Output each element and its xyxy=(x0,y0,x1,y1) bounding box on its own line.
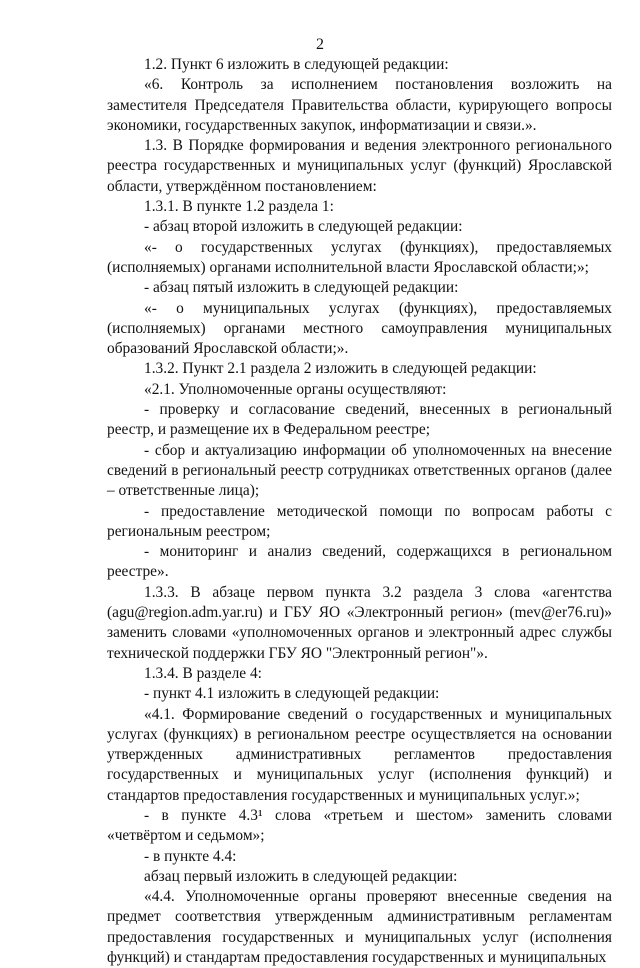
paragraph-punkt-4-4: - в пункте 4.4: xyxy=(144,847,237,865)
paragraph-sbor: - сбор и актуализацию информации об уполномоченных на внесение сведений в региональный реестр сотрудниках ответственных органов (далее – ответственные лица); xyxy=(107,441,612,500)
paragraph-1-3: 1.3. В Порядке формирования и ведения электронного регионального реестра государственных и муниципальных услуг (функций) Ярославской области, утверждённом постановлением: xyxy=(107,137,612,195)
paragraph-quote-4-1: «4.1. Формирование сведений о государственных и муниципальных услугах (функциях) в региональном реестре осуществляется на основании утвержденных административных регламентов предоставления государственных и муниципальных услуг (исполнения функций) и стандартов предоставления государственных и муниципальных услуг.»; xyxy=(107,705,612,804)
page-number: 2 xyxy=(316,36,324,53)
paragraph-quote-4-4: «4.4. Уполномоченные органы проверяют внесенные сведения на предмет соответствия утвержденным административным регламентам предоставления государственных и муниципальных услуг (исполнения функций) и стандартам предоставления государственных и муниципальных xyxy=(107,888,612,967)
paragraph-abzac-vtoroy: - абзац второй изложить в следующей редакции: xyxy=(144,218,463,236)
paragraph-1-3-1: 1.3.1. В пункте 1.2 раздела 1: xyxy=(144,198,334,216)
paragraph-abzac-pervyy: абзац первый изложить в следующей редакции: xyxy=(144,867,458,885)
paragraph-1-2: 1.2. Пункт 6 изложить в следующей редакции: xyxy=(144,56,449,73)
paragraph-1-3-4: 1.3.4. В разделе 4: xyxy=(144,664,262,682)
paragraph-abzac-pyatyy: - абзац пятый изложить в следующей редакции: xyxy=(144,279,459,297)
paragraph-punkt-4-3: - в пункте 4.3¹ слова «третьем и шестом» заменить словами «четвёртом и седьмом»; xyxy=(107,806,612,845)
paragraph-punkt-4-1: - пункт 4.1 изложить в следующей редакции: xyxy=(144,685,440,703)
paragraph-1-3-2: 1.3.2. Пункт 2.1 раздела 2 изложить в следующей редакции: xyxy=(144,360,537,378)
document-body xyxy=(107,55,612,968)
paragraph-proverka: - проверку и согласование сведений, внесенных в региональный реестр, и размещение их в Федеральном реестре; xyxy=(107,401,612,439)
paragraph-quote-6: «6. Контроль за исполнением постановления возложить на заместителя Председателя Правительства области, курирующего вопросы экономики, государственных закупок, информатизации и связи.». xyxy=(107,76,612,134)
paragraph-quote-mun-uslugi: «- о муниципальных услугах (функциях), предоставляемых (исполняемых) органами местного самоуправления муниципальных образований Ярославской области;». xyxy=(107,299,612,358)
paragraph-quote-gos-uslugi: «- о государственных услугах (функциях), предоставляемых (исполняемых) органами исполнительной власти Ярославской области;»; xyxy=(107,238,612,276)
paragraph-predostavlenie: - предоставление методической помощи по вопросам работы с региональным реестром; xyxy=(107,502,612,540)
paragraph-monitoring: - мониторинг и анализ сведений, содержащихся в региональном реестре». xyxy=(107,543,612,581)
paragraph-quote-2-1: «2.1. Уполномоченные органы осуществляют: xyxy=(144,380,447,398)
paragraph-1-3-3: 1.3.3. В абзаце первом пункта 3.2 раздела 3 слова «агентства (agu@region.adm.yar.ru) и ГБУ ЯО «Электронный регион» (mev@er76.ru)» заменить словами «уполномоченных органов и электронный адрес службы технической поддержки ГБУ ЯО "Электронный регион"». xyxy=(107,583,612,662)
